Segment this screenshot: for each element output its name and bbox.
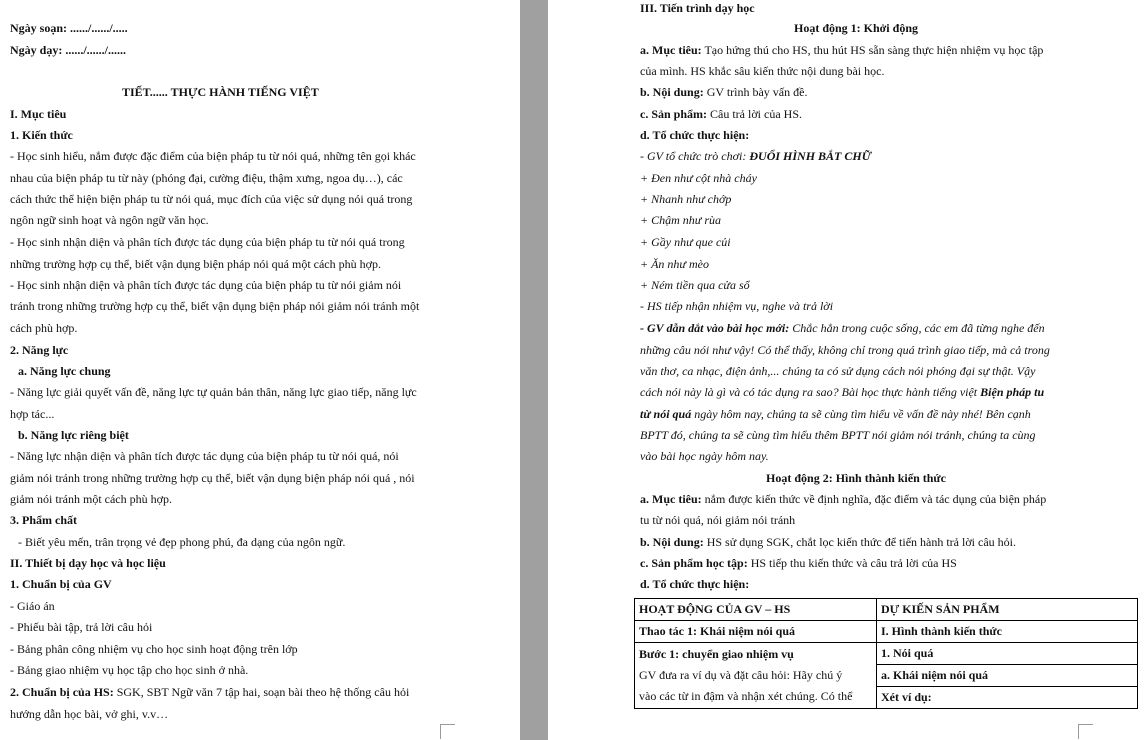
heading-general-competence: a. Năng lực chung — [18, 364, 111, 378]
document-page-left — [0, 0, 520, 740]
text-line: vào bài học ngày hôm nay. — [640, 449, 769, 463]
date-teach: Ngày dạy: ....../....../...... — [10, 43, 127, 57]
heading-competence: 2. Năng lực — [10, 343, 69, 357]
text-line: những trường hợp cụ thể, biết vận dụng biện pháp nói quá một cách phù hợp. — [10, 257, 381, 271]
text-line — [640, 84, 807, 100]
list-item: + Gầy như que củi — [640, 235, 731, 249]
table-cell: Thao tác 1: Khái niệm nói quá — [635, 621, 877, 643]
table-row — [635, 643, 1138, 665]
text-line: ngôn ngữ sinh hoạt và ngôn ngữ văn học. — [10, 213, 209, 227]
product-label: c. Sản phẩm: — [640, 107, 708, 121]
product-label: c. Sản phẩm học tập: — [640, 556, 748, 570]
lead-text: ngày hôm nay, chúng ta sẽ cùng tìm hiểu về vấn đề này nhé! Bên cạnh — [691, 407, 1031, 421]
product-text: HS tiếp thu kiến thức và câu trả lời của HS — [747, 556, 957, 570]
text-line: cách thức thể hiện biện pháp tu từ nói quá, mục đích của việc sử dụng nói quá trong — [10, 192, 413, 206]
text-line: - Học sinh hiểu, nắm được đặc điểm của biện pháp tu từ nói quá, những tên gọi khác — [10, 149, 416, 163]
text-line: tránh trong những trường hợp cụ thể, biết vận dụng biện pháp nói giảm nói tránh một — [10, 299, 420, 313]
text-line: văn thơ, ca nhạc, điện ảnh,... chúng ta có sử dụng cách nói phóng đại sự thật. Vậy — [640, 364, 1036, 378]
text-line — [640, 534, 1016, 550]
goal-text: nắm được kiến thức về định nghĩa, đặc điểm và tác dụng của biện pháp — [701, 492, 1047, 506]
list-item: + Chậm như rùa — [640, 213, 721, 227]
list-item: + Ném tiền qua cửa sổ — [640, 278, 750, 292]
text-line — [640, 320, 1045, 336]
content-label: b. Nội dung: — [640, 85, 704, 99]
content-text: HS sử dụng SGK, chắt lọc kiến thức để tiến hành trả lời câu hỏi. — [703, 535, 1016, 549]
goal-label: a. Mục tiêu: — [640, 492, 702, 506]
crop-mark — [440, 724, 455, 739]
product-text: Câu trả lời của HS. — [707, 107, 803, 121]
text-line: - Năng lực giải quyết vấn đề, năng lực tự quản bản thân, năng lực giao tiếp, năng lực — [10, 385, 417, 399]
organize-label: d. Tổ chức thực hiện: — [640, 577, 750, 591]
text-line: giảm nói tránh trong những trường hợp cụ thể, biết vận dụng biện pháp nói quá , nói — [10, 471, 415, 485]
text-line: BPTT đó, chúng ta sẽ cùng tìm hiểu thêm BPTT nói giảm nói tránh, chúng ta cùng — [640, 428, 1036, 442]
game-line — [640, 148, 871, 164]
activity-2-title: Hoạt động 2: Hình thành kiến thức — [766, 471, 946, 485]
text-line: nhau của biện pháp tu từ này (phóng đại, cường điệu, thậm xưng, ngoa dụ…), các — [10, 171, 403, 185]
text-line — [640, 555, 957, 571]
table-cell — [635, 643, 877, 709]
section-process: III. Tiến trình dạy học — [640, 1, 755, 15]
content-text: GV trình bày vấn đề. — [703, 85, 808, 99]
list-item: - Bảng giao nhiệm vụ học tập cho học sinh ở nhà. — [10, 663, 249, 677]
table-header: DỰ KIẾN SẢN PHẨM — [877, 599, 1138, 621]
activity-table — [634, 598, 1138, 709]
text-line: - Học sinh nhận diện và phân tích được tác dụng của biện pháp tu từ nói quá trong — [10, 235, 405, 249]
crop-mark — [1078, 724, 1093, 739]
text-line: - Biết yêu mến, trân trọng vẻ đẹp phong phú, đa dạng của ngôn ngữ. — [18, 535, 346, 549]
student-prep-text: SGK, SBT Ngữ văn 7 tập hai, soạn bài theo hệ thống câu hỏi — [113, 685, 410, 699]
heading-teacher-prep: 1. Chuẩn bị của GV — [10, 577, 112, 591]
goal-label: a. Mục tiêu: — [640, 43, 702, 57]
text-line: những câu nói như vậy! Có thể thấy, không chỉ trong quá trình giao tiếp, mà cả trong — [640, 343, 1050, 357]
list-item: + Nhanh như chớp — [640, 192, 732, 206]
list-item: - Phiếu bài tập, trả lời câu hỏi — [10, 620, 153, 634]
text-line: của mình. HS khắc sâu kiến thức nội dung bài học. — [640, 64, 885, 78]
document-page-right — [548, 0, 1145, 740]
table-cell: 1. Nói quá — [877, 643, 1138, 665]
text-line — [640, 42, 1072, 58]
goal-text: Tạo hứng thú cho HS, thu hút HS sẵn sàng thực hiện nhiệm vụ học tập — [701, 43, 1044, 57]
list-item: - HS tiếp nhận nhiệm vụ, nghe và trả lời — [640, 299, 834, 313]
heading-qualities: 3. Phẩm chất — [10, 513, 77, 527]
text-line: hướng dẫn học bài, vở ghi, v.v… — [10, 707, 169, 721]
text-line: giảm nói tránh một cách phù hợp. — [10, 492, 172, 506]
table-cell: Xét ví dụ: — [877, 687, 1138, 709]
lead-bold: Biện pháp tu — [980, 385, 1045, 399]
game-prefix: - GV tổ chức trò chơi: — [640, 149, 750, 163]
organize-label: d. Tổ chức thực hiện: — [640, 128, 750, 142]
text-line — [640, 106, 802, 122]
game-name: ĐUỔI HÌNH BẮT CHỮ — [749, 149, 872, 163]
heading-specific-competence: b. Năng lực riêng biệt — [18, 428, 129, 442]
student-prep-label: 2. Chuẩn bị của HS: — [10, 685, 114, 699]
lesson-title: TIẾT...... THỰC HÀNH TIẾNG VIỆT — [122, 85, 319, 99]
table-header-row — [635, 599, 1138, 621]
step-label: Bước 1: chuyển giao nhiệm vụ — [639, 647, 794, 661]
text-line: hợp tác... — [10, 407, 55, 421]
cell-text: GV đưa ra ví dụ và đặt câu hỏi: Hãy chú ý — [639, 668, 843, 682]
text-line: cách phù hợp. — [10, 321, 78, 335]
table-row — [635, 621, 1138, 643]
text-line — [640, 406, 1031, 422]
lead-label: - GV dẫn dắt vào bài học mới: — [640, 321, 790, 335]
heading-knowledge: 1. Kiến thức — [10, 128, 73, 142]
section-objectives: I. Mục tiêu — [10, 107, 67, 121]
student-prep-line — [10, 684, 409, 700]
list-item: - Giáo án — [10, 599, 55, 613]
section-equipment: II. Thiết bị dạy học và học liệu — [10, 556, 166, 570]
table-cell: I. Hình thành kiến thức — [877, 621, 1138, 643]
lead-text: cách nói này là gì và có tác dụng ra sao? Bài học thực hành tiếng việt — [640, 385, 981, 399]
list-item: + Ăn như mèo — [640, 257, 709, 271]
text-line: - Học sinh nhận diện và phân tích được tác dụng của biện pháp tu từ nói giảm nói — [10, 278, 402, 292]
text-line — [640, 491, 1070, 507]
list-item: + Đen như cột nhà cháy — [640, 171, 757, 185]
content-label: b. Nội dung: — [640, 535, 704, 549]
activity-1-title: Hoạt động 1: Khởi động — [793, 21, 918, 35]
text-line: - Năng lực nhận diện và phân tích được tác dụng của biện pháp tu từ nói quá, nói — [10, 449, 399, 463]
date-prepare: Ngày soạn: ....../....../..... — [10, 21, 128, 35]
lead-text: Chắc hẳn trong cuộc sống, các em đã từng nghe đến — [789, 321, 1045, 335]
list-item: - Bảng phân công nhiệm vụ cho học sinh hoạt động trên lớp — [10, 642, 298, 656]
text-line: tu từ nói quá, nói giảm nói tránh — [640, 513, 796, 527]
cell-text: vào các từ in đậm và nhận xét chúng. Có thể — [639, 689, 853, 703]
table-cell: a. Khái niệm nói quá — [877, 665, 1138, 687]
lead-bold: từ nói quá — [640, 407, 692, 421]
table-header: HOẠT ĐỘNG CỦA GV – HS — [635, 599, 877, 621]
text-line — [640, 384, 1044, 400]
